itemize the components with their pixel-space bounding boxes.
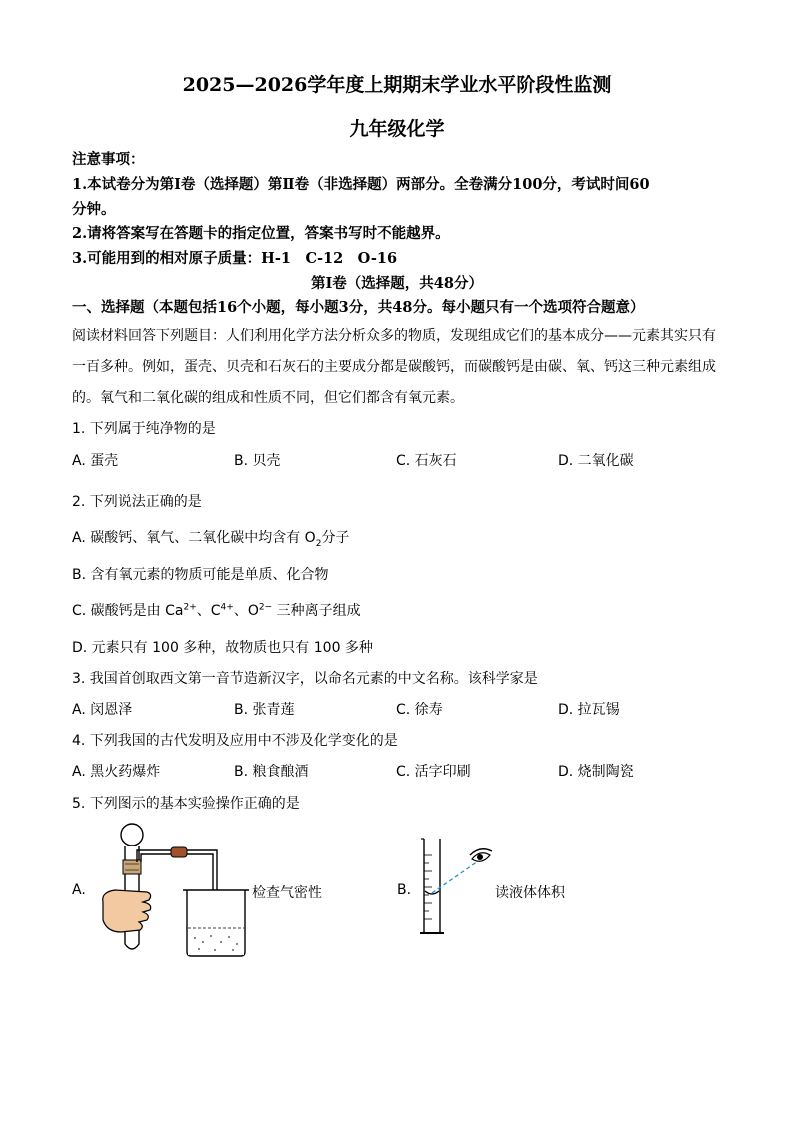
q4-stem: 4. 下列我国的古代发明及应用中不涉及化学变化的是 bbox=[72, 733, 398, 749]
q4-option-b: B. 粮食酿酒 bbox=[234, 764, 309, 780]
q4-option-c: C. 活字印刷 bbox=[396, 764, 471, 780]
q2-stem: 2. 下列说法正确的是 bbox=[72, 494, 202, 510]
reading-line-1: 阅读材料回答下列题目：人们利用化学方法分析众多的物质，发现组成它们的基本成分——元素其实只有 bbox=[72, 328, 716, 344]
q5-option-b-caption: 读液体体积 bbox=[495, 885, 565, 901]
q1-option-a: A. 蛋壳 bbox=[72, 453, 119, 469]
q3-option-c: C. 徐寿 bbox=[396, 702, 443, 718]
q5-option-a-caption: 检查气密性 bbox=[252, 885, 322, 901]
q5-stem: 5. 下列图示的基本实验操作正确的是 bbox=[72, 796, 300, 812]
notice-item-1: 1.本试卷分为第Ⅰ卷（选择题）第Ⅱ卷（非选择题）两部分。全卷满分100分，考试时间60 bbox=[72, 176, 650, 193]
q1-option-b: B. 贝壳 bbox=[234, 453, 281, 469]
q5-option-a-letter: A. bbox=[72, 882, 86, 898]
graduated-cylinder-figure bbox=[410, 835, 500, 940]
q2-option-b: B. 含有氧元素的物质可能是单质、化合物 bbox=[72, 567, 329, 583]
notice-item-1-cont: 分钟。 bbox=[72, 201, 116, 218]
q3-stem: 3. 我国首创取西文第一音节造新汉字，以命名元素的中文名称。该科学家是 bbox=[72, 671, 538, 687]
q4-option-d: D. 烧制陶瓷 bbox=[558, 764, 634, 780]
part1-heading: 第Ⅰ卷（选择题，共48分） bbox=[311, 275, 483, 292]
notice-item-2: 2.请将答案写在答题卡的指定位置，答案书写时不能越界。 bbox=[72, 225, 450, 242]
reading-line-3: 的。氧气和二氧化碳的组成和性质不同，但它们都含有氧元素。 bbox=[72, 390, 464, 406]
q1-option-c: C. 石灰石 bbox=[396, 453, 457, 469]
q4-option-a: A. 黑火药爆炸 bbox=[72, 764, 161, 780]
q5-option-b-letter: B. bbox=[397, 882, 412, 898]
q2-option-c: C. 碳酸钙是由 $Ca^{2+}$、$C^{4+}$、$O^{2-}$ 三种离子组成 bbox=[72, 602, 361, 619]
reading-line-2: 一百多种。例如，蛋壳、贝壳和石灰石的主要成分都是碳酸钙，而碳酸钙是由碳、氧、钙这三种元素组成 bbox=[72, 359, 716, 375]
q3-option-d: D. 拉瓦锡 bbox=[558, 702, 620, 718]
section-heading: 一、选择题（本题包括16个小题，每小题3分，共48分。每小题只有一个选项符合题意） bbox=[72, 299, 645, 316]
q1-stem: 1. 下列属于纯净物的是 bbox=[72, 421, 216, 437]
q1-option-d: D. 二氧化碳 bbox=[558, 453, 634, 469]
exam-title: 2025—2026学年度上期期末学业水平阶段性监测 bbox=[182, 74, 612, 96]
q3-option-a: A. 闵恩泽 bbox=[72, 702, 133, 718]
notice-item-3: 3.可能用到的相对原子质量：H-1 C-12 O-16 bbox=[72, 250, 398, 267]
notice-heading: 注意事项： bbox=[72, 151, 145, 168]
exam-subtitle: 九年级化学 bbox=[349, 118, 445, 140]
q3-option-b: B. 张青莲 bbox=[234, 702, 295, 718]
q2-option-d: D. 元素只有 100 多种，故物质也只有 100 多种 bbox=[72, 640, 373, 656]
q2-option-a: A. 碳酸钙、氧气、二氧化碳中均含有 $O_2$分子 bbox=[72, 530, 350, 549]
airtightness-check-figure bbox=[95, 820, 255, 960]
